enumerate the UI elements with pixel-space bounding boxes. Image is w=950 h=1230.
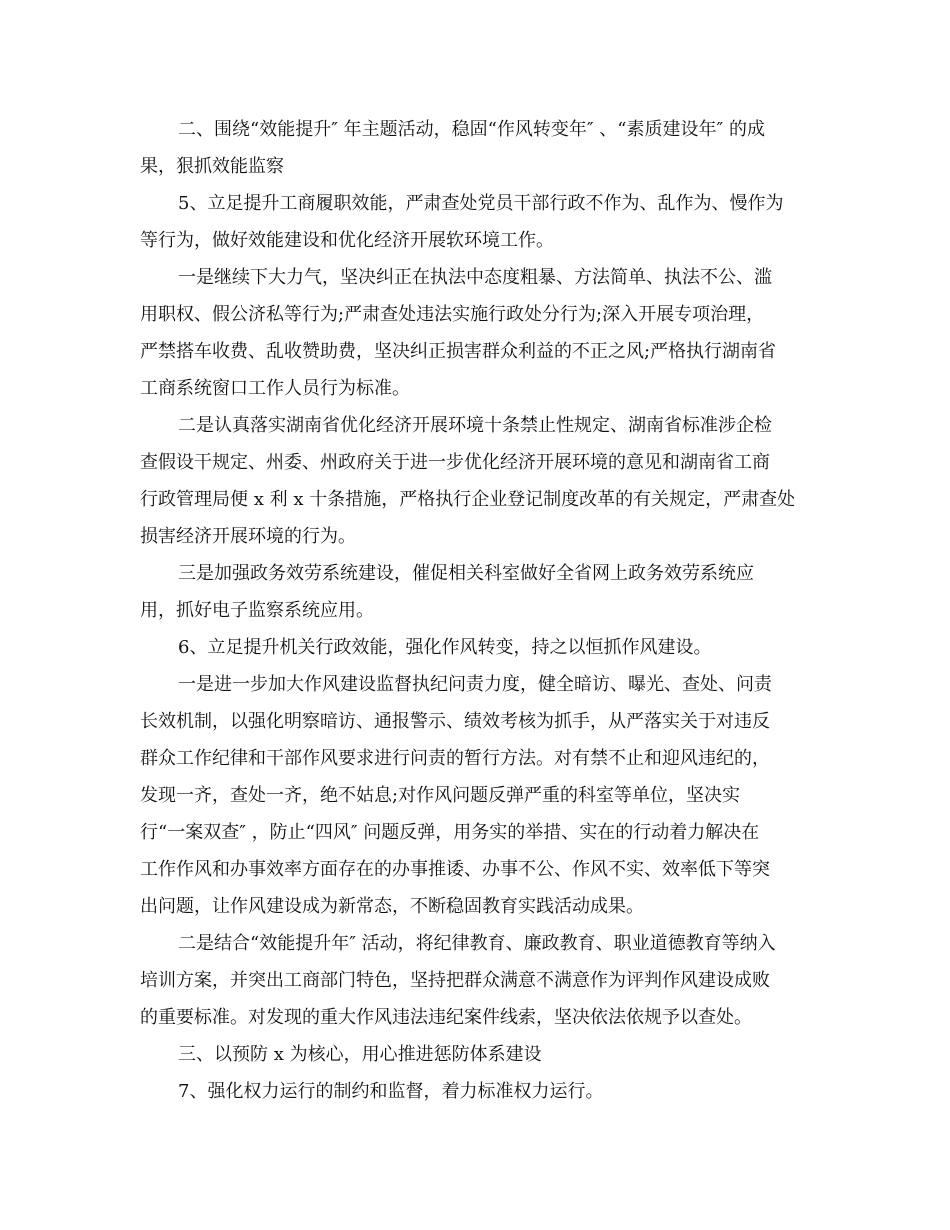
paragraph-line: 行政管理局便 x 利 x 十条措施，严格执行企业登记制度改革的有关规定，严肃查处	[140, 489, 796, 510]
paragraph-line: 用职权、假公济私等行为;严肃查处违法实施行政处分行为;深入开展专项治理，	[140, 304, 765, 325]
paragraph-line: 出问题，让作风建设成为新常态，不断稳固教育实践活动成果。	[140, 896, 644, 917]
section-heading-line: 三、以预防 x 为核心，用心推进惩防体系建设	[178, 1044, 542, 1065]
paragraph-line: 工商系统窗口工作人员行为标准。	[140, 378, 410, 399]
paragraph-line: 三是加强政务效劳系统建设，催促相关科室做好全省网上政务效劳系统应	[178, 563, 754, 584]
paragraph-line: 二是认真落实湖南省优化经济开展环境十条禁止性规定、湖南省标准涉企检	[178, 415, 772, 436]
paragraph-line: 5、立足提升工商履职效能，严肃查处党员干部行政不作为、乱作为、慢作为	[178, 193, 784, 214]
paragraph-line: 二是结合“效能提升年″ 活动，将纪律教育、廉政教育、职业道德教育等纳入	[178, 933, 776, 954]
paragraph-line: 二、围绕“效能提升″ 年主题活动，稳固“作风转变年″ 、“素质建设年″ 的成	[178, 119, 765, 140]
paragraph-line: 一是进一步加大作风建设监督执纪问责力度，健全暗访、曝光、查处、问责	[178, 674, 772, 695]
paragraph-line: 用，抓好电子监察系统应用。	[140, 600, 374, 621]
paragraph-line: 等行为，做好效能建设和优化经济开展软环境工作。	[140, 230, 554, 251]
paragraph-line: 发现一齐，查处一齐，绝不姑息;对作风问题反弹严重的科室等单位，坚决实	[140, 785, 741, 806]
paragraph-line: 损害经济开展环境的行为。	[140, 526, 356, 547]
paragraph-line: 果，狠抓效能监察	[140, 156, 284, 177]
paragraph-line: 工作作风和办事效率方面存在的办事推诿、办事不公、作风不实、效率低下等突	[140, 859, 770, 880]
paragraph-line: 严禁搭车收费、乱收赞助费，坚决纠正损害群众利益的不正之风;严格执行湖南省	[140, 341, 777, 362]
paragraph-line: 7、强化权力运行的制约和监督，着力标准权力运行。	[178, 1081, 604, 1102]
paragraph-line: 培训方案，并突出工商部门特色，坚持把群众满意不满意作为评判作风建设成败	[140, 970, 770, 991]
paragraph-line: 查假设干规定、州委、州政府关于进一步优化经济开展环境的意见和湖南省工商	[140, 452, 770, 473]
paragraph-line: 长效机制，以强化明察暗访、通报警示、绩效考核为抓手，从严落实关于对违反	[140, 711, 770, 732]
paragraph-line: 6、立足提升机关行政效能，强化作风转变，持之以恒抓作风建设。	[178, 637, 712, 658]
paragraph-line: 一是继续下大力气，坚决纠正在执法中态度粗暴、方法简单、执法不公、滥	[178, 267, 772, 288]
paragraph-line: 群众工作纪律和干部作风要求进行问责的暂行方法。对有禁不止和迎风违纪的，	[140, 748, 770, 769]
paragraph-line: 行“一案双查″ ，防止“四风″ 问题反弹，用务实的举措、实在的行动着力解决在	[140, 822, 760, 843]
paragraph-line: 的重要标准。对发现的重大作风违法违纪案件线索，坚决依法依规予以查处。	[140, 1007, 752, 1028]
